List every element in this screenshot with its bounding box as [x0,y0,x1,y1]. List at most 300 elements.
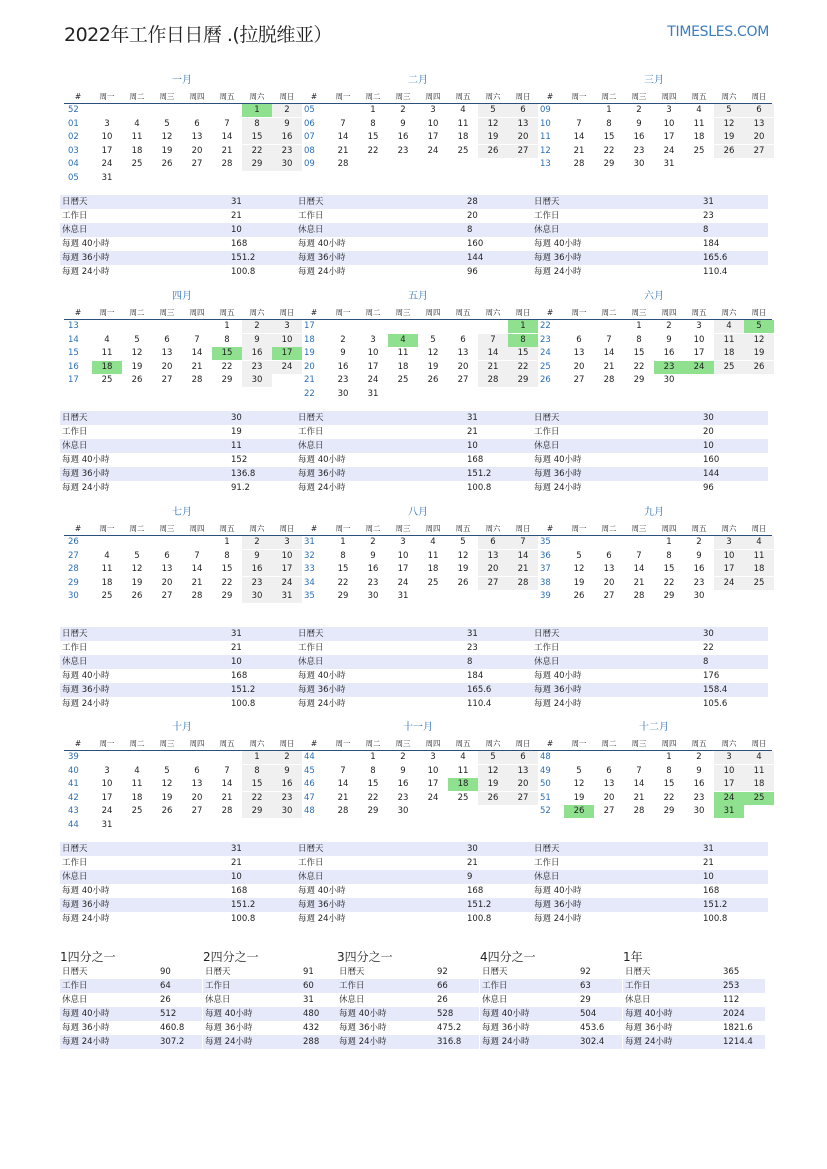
day-cell[interactable]: 16 [397,779,409,790]
day-cell[interactable]: 26 [161,806,173,817]
day-cell[interactable]: 22 [633,361,645,372]
day-cell[interactable]: 17 [714,563,744,576]
day-cell[interactable]: 21 [191,577,203,588]
day-cell[interactable]: 7 [636,550,642,561]
day-cell[interactable]: 25 [397,375,409,386]
day-cell[interactable]: 5 [478,751,508,764]
day-cell[interactable]: 23 [242,361,272,374]
day-cell[interactable]: 4 [134,765,140,776]
day-cell[interactable]: 3 [400,537,406,548]
day-cell[interactable]: 28 [478,374,508,387]
day-cell[interactable]: 15 [242,778,272,791]
day-cell[interactable]: 19 [478,778,508,791]
day-cell[interactable]: 9 [400,118,406,129]
day-cell[interactable]: 27 [161,591,173,602]
day-cell[interactable]: 20 [573,361,585,372]
day-cell[interactable]: 6 [576,334,582,345]
day-cell[interactable]: 10 [272,334,302,347]
holiday-cell[interactable]: 5 [744,320,774,333]
day-cell[interactable]: 2 [696,752,702,763]
day-cell[interactable]: 9 [696,765,702,776]
day-cell[interactable]: 12 [714,118,744,131]
day-cell[interactable]: 1 [224,321,230,332]
day-cell[interactable]: 20 [191,792,203,803]
day-cell[interactable]: 11 [744,550,774,563]
day-cell[interactable]: 29 [603,159,615,170]
day-cell[interactable]: 13 [161,564,173,575]
day-cell[interactable]: 20 [457,361,469,372]
day-cell[interactable]: 11 [714,334,744,347]
day-cell[interactable]: 17 [272,563,302,576]
day-cell[interactable]: 9 [340,348,346,359]
day-cell[interactable]: 10 [714,765,744,778]
day-cell[interactable]: 9 [636,118,642,129]
day-cell[interactable]: 14 [191,564,203,575]
day-cell[interactable]: 5 [134,550,140,561]
day-cell[interactable]: 31 [663,159,675,170]
day-cell[interactable]: 30 [693,806,705,817]
day-cell[interactable]: 13 [191,779,203,790]
day-cell[interactable]: 15 [603,132,615,143]
day-cell[interactable]: 1 [666,537,672,548]
day-cell[interactable]: 30 [242,374,272,387]
day-cell[interactable]: 27 [508,145,538,158]
day-cell[interactable]: 14 [573,132,585,143]
day-cell[interactable]: 12 [573,779,585,790]
day-cell[interactable]: 15 [221,564,233,575]
day-cell[interactable]: 19 [714,131,744,144]
day-cell[interactable]: 31 [367,388,379,399]
holiday-cell[interactable]: 8 [508,334,538,347]
day-cell[interactable]: 23 [367,577,379,588]
day-cell[interactable]: 14 [191,348,203,359]
day-cell[interactable]: 8 [340,550,346,561]
day-cell[interactable]: 25 [427,577,439,588]
day-cell[interactable]: 5 [164,765,170,776]
day-cell[interactable]: 26 [478,145,508,158]
holiday-cell[interactable]: 18 [92,361,122,374]
day-cell[interactable]: 24 [663,145,675,156]
day-cell[interactable]: 9 [242,550,272,563]
day-cell[interactable]: 17 [397,564,409,575]
holiday-cell[interactable]: 23 [654,361,684,374]
day-cell[interactable]: 3 [714,536,744,549]
day-cell[interactable]: 4 [134,118,140,129]
day-cell[interactable]: 29 [663,591,675,602]
day-cell[interactable]: 26 [457,577,469,588]
day-cell[interactable]: 18 [744,563,774,576]
holiday-cell[interactable]: 31 [714,805,744,818]
day-cell[interactable]: 5 [460,537,466,548]
day-cell[interactable]: 26 [161,159,173,170]
day-cell[interactable]: 22 [663,577,675,588]
day-cell[interactable]: 15 [508,347,538,360]
day-cell[interactable]: 20 [161,577,173,588]
day-cell[interactable]: 11 [457,765,469,776]
day-cell[interactable]: 1 [666,752,672,763]
day-cell[interactable]: 16 [272,131,302,144]
day-cell[interactable]: 24 [367,375,379,386]
day-cell[interactable]: 15 [242,131,272,144]
day-cell[interactable]: 14 [221,779,233,790]
day-cell[interactable]: 9 [370,550,376,561]
day-cell[interactable]: 6 [164,334,170,345]
day-cell[interactable]: 29 [242,805,272,818]
day-cell[interactable]: 16 [337,361,349,372]
day-cell[interactable]: 17 [427,779,439,790]
day-cell[interactable]: 17 [101,792,113,803]
day-cell[interactable]: 16 [367,564,379,575]
day-cell[interactable]: 9 [272,118,302,131]
day-cell[interactable]: 6 [508,751,538,764]
day-cell[interactable]: 18 [397,361,409,372]
day-cell[interactable]: 7 [340,118,346,129]
day-cell[interactable]: 1 [370,752,376,763]
day-cell[interactable]: 13 [457,348,469,359]
day-cell[interactable]: 24 [101,806,113,817]
day-cell[interactable]: 20 [744,131,774,144]
day-cell[interactable]: 8 [370,765,376,776]
day-cell[interactable]: 30 [397,806,409,817]
day-cell[interactable]: 1 [340,537,346,548]
day-cell[interactable]: 24 [427,792,439,803]
day-cell[interactable]: 5 [134,334,140,345]
day-cell[interactable]: 7 [224,118,230,129]
day-cell[interactable]: 14 [633,564,645,575]
day-cell[interactable]: 10 [397,550,409,561]
day-cell[interactable]: 29 [508,374,538,387]
day-cell[interactable]: 21 [633,577,645,588]
day-cell[interactable]: 15 [633,348,645,359]
day-cell[interactable]: 4 [744,536,774,549]
day-cell[interactable]: 29 [337,591,349,602]
day-cell[interactable]: 23 [242,577,272,590]
day-cell[interactable]: 29 [663,806,675,817]
day-cell[interactable]: 11 [693,118,705,129]
day-cell[interactable]: 7 [508,536,538,549]
day-cell[interactable]: 6 [164,550,170,561]
day-cell[interactable]: 6 [508,104,538,117]
day-cell[interactable]: 11 [131,132,143,143]
day-cell[interactable]: 27 [508,792,538,805]
day-cell[interactable]: 6 [478,536,508,549]
day-cell[interactable]: 16 [242,347,272,360]
day-cell[interactable]: 27 [161,375,173,386]
day-cell[interactable]: 5 [430,334,436,345]
day-cell[interactable]: 17 [663,132,675,143]
day-cell[interactable]: 14 [337,779,349,790]
day-cell[interactable]: 13 [508,765,538,778]
day-cell[interactable]: 13 [744,118,774,131]
day-cell[interactable]: 2 [242,320,272,333]
day-cell[interactable]: 22 [367,792,379,803]
day-cell[interactable]: 18 [744,778,774,791]
day-cell[interactable]: 11 [427,550,439,561]
day-cell[interactable]: 23 [272,792,302,805]
day-cell[interactable]: 5 [714,104,744,117]
day-cell[interactable]: 20 [191,145,203,156]
day-cell[interactable]: 27 [191,806,203,817]
day-cell[interactable]: 13 [191,132,203,143]
day-cell[interactable]: 10 [101,779,113,790]
day-cell[interactable]: 5 [478,104,508,117]
day-cell[interactable]: 16 [693,564,705,575]
day-cell[interactable]: 21 [603,361,615,372]
day-cell[interactable]: 9 [400,765,406,776]
day-cell[interactable]: 25 [131,806,143,817]
day-cell[interactable]: 27 [457,375,469,386]
day-cell[interactable]: 11 [397,348,409,359]
day-cell[interactable]: 7 [478,334,508,347]
day-cell[interactable]: 4 [104,550,110,561]
day-cell[interactable]: 4 [104,334,110,345]
day-cell[interactable]: 12 [161,132,173,143]
day-cell[interactable]: 27 [603,591,615,602]
day-cell[interactable]: 28 [633,806,645,817]
day-cell[interactable]: 23 [397,145,409,156]
day-cell[interactable]: 23 [633,145,645,156]
day-cell[interactable]: 3 [430,752,436,763]
day-cell[interactable]: 4 [744,751,774,764]
day-cell[interactable]: 15 [367,132,379,143]
day-cell[interactable]: 24 [397,577,409,588]
day-cell[interactable]: 21 [573,145,585,156]
day-cell[interactable]: 13 [508,118,538,131]
day-cell[interactable]: 1 [370,105,376,116]
day-cell[interactable]: 25 [457,145,469,156]
day-cell[interactable]: 18 [457,132,469,143]
day-cell[interactable]: 14 [633,779,645,790]
day-cell[interactable]: 16 [272,778,302,791]
day-cell[interactable]: 28 [337,806,349,817]
day-cell[interactable]: 13 [573,348,585,359]
day-cell[interactable]: 12 [131,564,143,575]
day-cell[interactable]: 28 [337,159,349,170]
day-cell[interactable]: 17 [714,778,744,791]
day-cell[interactable]: 7 [194,334,200,345]
day-cell[interactable]: 30 [337,388,349,399]
day-cell[interactable]: 10 [272,550,302,563]
day-cell[interactable]: 13 [603,779,615,790]
day-cell[interactable]: 15 [663,564,675,575]
day-cell[interactable]: 20 [603,792,615,803]
brand-logo[interactable]: TIMESLES.COM [667,24,769,40]
day-cell[interactable]: 18 [131,145,143,156]
day-cell[interactable]: 3 [370,334,376,345]
day-cell[interactable]: 8 [370,118,376,129]
day-cell[interactable]: 6 [744,104,774,117]
day-cell[interactable]: 28 [508,577,538,590]
day-cell[interactable]: 27 [573,375,585,386]
day-cell[interactable]: 20 [478,563,508,576]
day-cell[interactable]: 25 [101,375,113,386]
holiday-cell[interactable]: 26 [564,805,594,818]
day-cell[interactable]: 12 [131,348,143,359]
day-cell[interactable]: 29 [633,375,645,386]
day-cell[interactable]: 16 [633,132,645,143]
day-cell[interactable]: 15 [367,779,379,790]
day-cell[interactable]: 22 [603,145,615,156]
day-cell[interactable]: 19 [457,564,469,575]
day-cell[interactable]: 30 [633,159,645,170]
day-cell[interactable]: 16 [693,779,705,790]
day-cell[interactable]: 16 [242,563,272,576]
day-cell[interactable]: 2 [272,751,302,764]
day-cell[interactable]: 13 [478,550,508,563]
day-cell[interactable]: 6 [460,334,466,345]
day-cell[interactable]: 8 [224,334,230,345]
day-cell[interactable]: 20 [161,361,173,372]
day-cell[interactable]: 10 [663,118,675,129]
day-cell[interactable]: 2 [636,105,642,116]
day-cell[interactable]: 18 [131,792,143,803]
day-cell[interactable]: 14 [508,550,538,563]
holiday-cell[interactable]: 1 [242,104,272,117]
day-cell[interactable]: 9 [272,765,302,778]
day-cell[interactable]: 17 [367,361,379,372]
day-cell[interactable]: 6 [606,550,612,561]
day-cell[interactable]: 14 [337,132,349,143]
day-cell[interactable]: 22 [337,577,349,588]
day-cell[interactable]: 27 [478,577,508,590]
day-cell[interactable]: 2 [666,321,672,332]
day-cell[interactable]: 10 [427,118,439,129]
holiday-cell[interactable]: 24 [684,361,714,374]
day-cell[interactable]: 4 [714,320,744,333]
day-cell[interactable]: 25 [714,361,744,374]
day-cell[interactable]: 25 [131,159,143,170]
day-cell[interactable]: 1 [606,105,612,116]
day-cell[interactable]: 22 [221,577,233,588]
day-cell[interactable]: 7 [576,118,582,129]
day-cell[interactable]: 27 [744,145,774,158]
day-cell[interactable]: 16 [397,132,409,143]
day-cell[interactable]: 30 [367,591,379,602]
day-cell[interactable]: 11 [457,118,469,129]
day-cell[interactable]: 22 [367,145,379,156]
day-cell[interactable]: 12 [427,348,439,359]
day-cell[interactable]: 10 [693,334,705,345]
day-cell[interactable]: 2 [340,334,346,345]
day-cell[interactable]: 3 [272,536,302,549]
day-cell[interactable]: 8 [666,765,672,776]
day-cell[interactable]: 30 [242,590,272,603]
day-cell[interactable]: 20 [508,778,538,791]
day-cell[interactable]: 21 [337,145,349,156]
day-cell[interactable]: 30 [272,805,302,818]
day-cell[interactable]: 10 [714,550,744,563]
day-cell[interactable]: 24 [101,159,113,170]
day-cell[interactable]: 16 [663,348,675,359]
day-cell[interactable]: 5 [576,550,582,561]
day-cell[interactable]: 14 [603,348,615,359]
day-cell[interactable]: 14 [478,347,508,360]
day-cell[interactable]: 3 [430,105,436,116]
day-cell[interactable]: 22 [663,792,675,803]
day-cell[interactable]: 3 [104,765,110,776]
holiday-cell[interactable]: 17 [272,347,302,360]
day-cell[interactable]: 8 [242,765,272,778]
day-cell[interactable]: 30 [272,158,302,171]
day-cell[interactable]: 12 [573,564,585,575]
day-cell[interactable]: 21 [508,563,538,576]
day-cell[interactable]: 7 [606,334,612,345]
day-cell[interactable]: 8 [606,118,612,129]
day-cell[interactable]: 20 [603,577,615,588]
day-cell[interactable]: 29 [221,375,233,386]
day-cell[interactable]: 22 [242,145,272,158]
day-cell[interactable]: 18 [693,132,705,143]
day-cell[interactable]: 11 [101,348,113,359]
day-cell[interactable]: 21 [221,145,233,156]
day-cell[interactable]: 20 [508,131,538,144]
day-cell[interactable]: 30 [693,591,705,602]
day-cell[interactable]: 26 [714,145,744,158]
day-cell[interactable]: 4 [430,537,436,548]
day-cell[interactable]: 8 [636,334,642,345]
day-cell[interactable]: 28 [191,591,203,602]
day-cell[interactable]: 28 [191,375,203,386]
day-cell[interactable]: 26 [744,361,774,374]
day-cell[interactable]: 19 [573,577,585,588]
day-cell[interactable]: 5 [164,118,170,129]
day-cell[interactable]: 27 [603,806,615,817]
day-cell[interactable]: 17 [427,132,439,143]
day-cell[interactable]: 7 [636,765,642,776]
day-cell[interactable]: 2 [400,752,406,763]
day-cell[interactable]: 7 [340,765,346,776]
day-cell[interactable]: 30 [663,375,675,386]
day-cell[interactable]: 5 [576,765,582,776]
day-cell[interactable]: 19 [744,347,774,360]
day-cell[interactable]: 19 [478,131,508,144]
day-cell[interactable]: 21 [337,792,349,803]
day-cell[interactable]: 11 [131,779,143,790]
day-cell[interactable]: 31 [101,819,113,830]
day-cell[interactable]: 26 [131,591,143,602]
day-cell[interactable]: 26 [573,591,585,602]
day-cell[interactable]: 24 [714,577,744,590]
day-cell[interactable]: 4 [460,752,466,763]
day-cell[interactable]: 24 [427,145,439,156]
day-cell[interactable]: 8 [224,550,230,561]
day-cell[interactable]: 3 [104,118,110,129]
day-cell[interactable]: 23 [693,792,705,803]
day-cell[interactable]: 15 [337,564,349,575]
day-cell[interactable]: 19 [161,792,173,803]
day-cell[interactable]: 1 [224,537,230,548]
day-cell[interactable]: 12 [457,550,469,561]
day-cell[interactable]: 23 [693,577,705,588]
day-cell[interactable]: 9 [666,334,672,345]
day-cell[interactable]: 4 [460,105,466,116]
day-cell[interactable]: 19 [131,361,143,372]
day-cell[interactable]: 27 [191,159,203,170]
day-cell[interactable]: 25 [744,577,774,590]
day-cell[interactable]: 22 [508,361,538,374]
day-cell[interactable]: 31 [101,172,113,183]
day-cell[interactable]: 26 [478,792,508,805]
day-cell[interactable]: 21 [191,361,203,372]
day-cell[interactable]: 22 [221,361,233,372]
day-cell[interactable]: 29 [221,591,233,602]
holiday-cell[interactable]: 25 [744,792,774,805]
day-cell[interactable]: 10 [427,765,439,776]
day-cell[interactable]: 12 [161,779,173,790]
day-cell[interactable]: 12 [744,334,774,347]
day-cell[interactable]: 25 [693,145,705,156]
day-cell[interactable]: 21 [633,792,645,803]
